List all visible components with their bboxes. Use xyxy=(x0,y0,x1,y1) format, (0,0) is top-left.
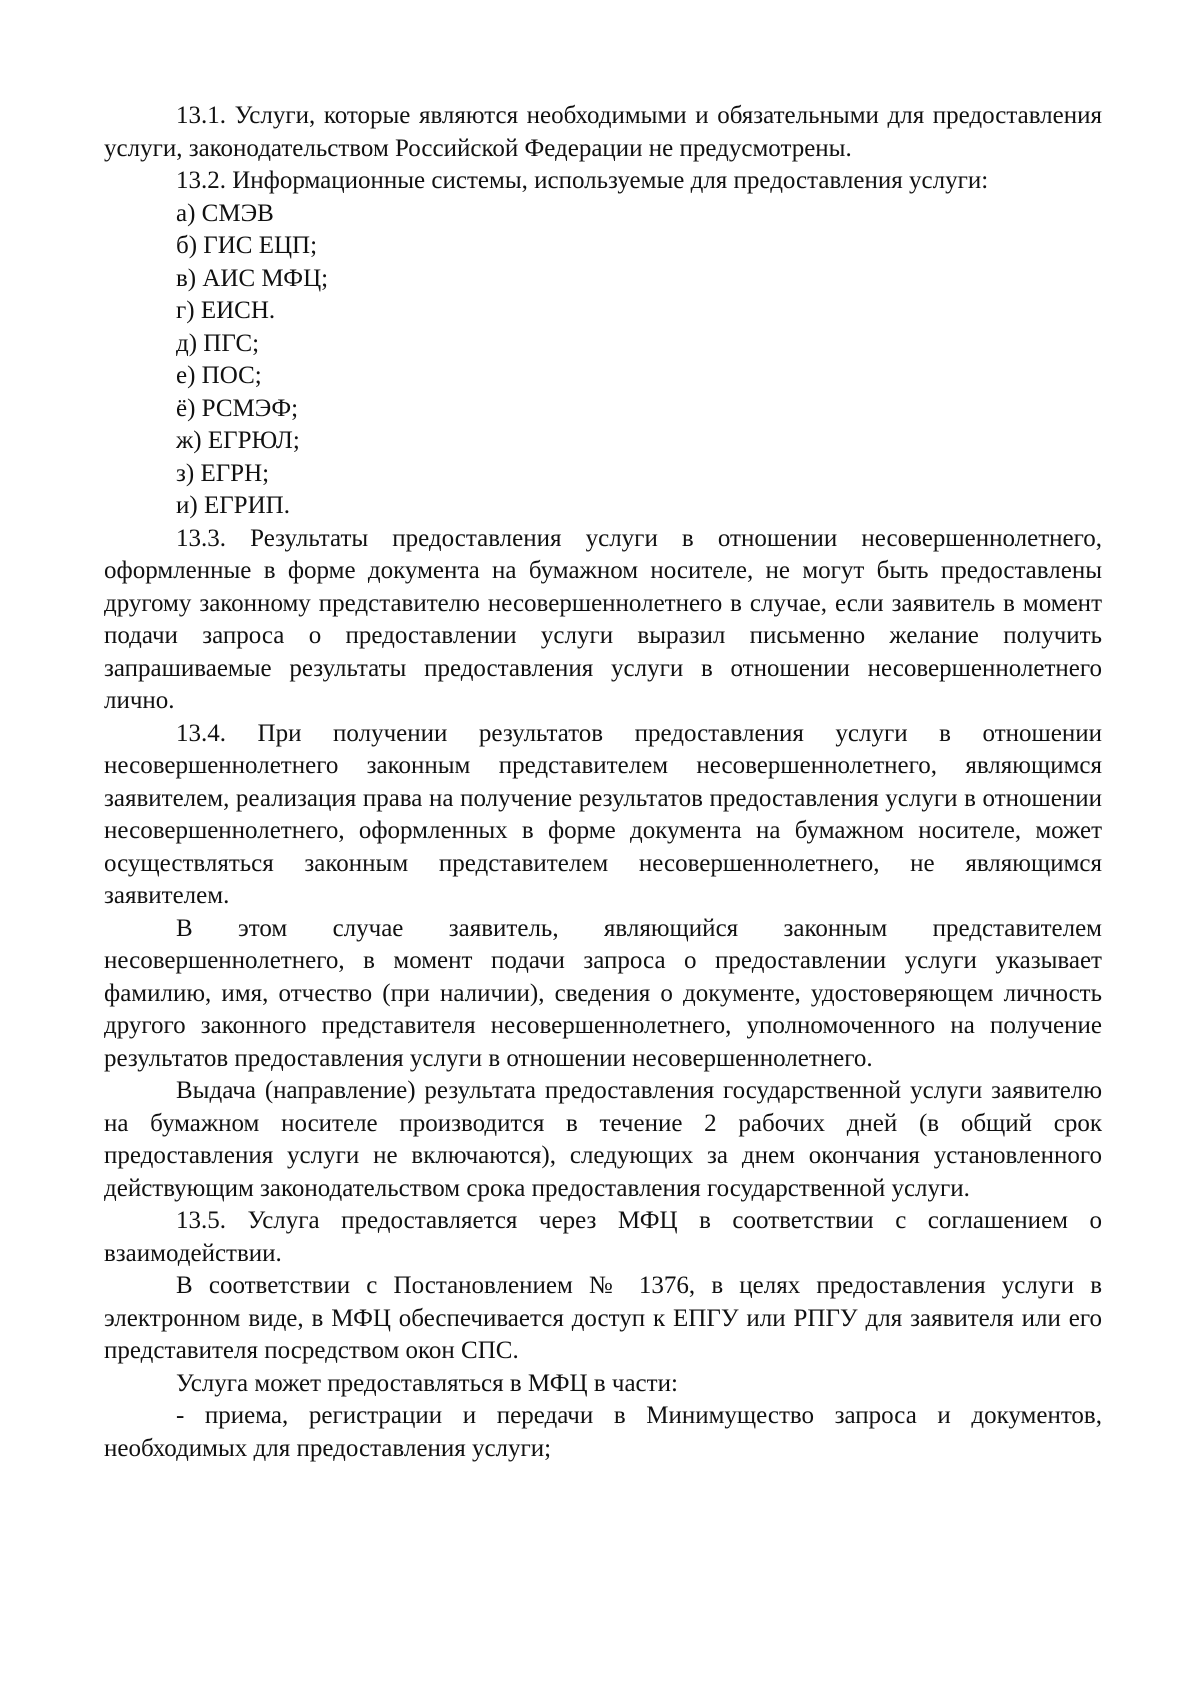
paragraph-13-3: 13.3. Результаты предоставления услуги в отношении несовершеннолетнего, оформленные в форме документа на бумажном носителе, не могут быть предоставлены другому законному представителю несовершеннолетнего в случае, если заявитель в момент подачи запроса о предоставлении услуги выразил письменно желание получить запрашиваемые результаты предоставления услуги в отношении несовершеннолетнего лично. xyxy=(104,524,1102,714)
paragraph-13-1: 13.1. Услуги, которые являются необходимыми и обязательными для предоставления услуги, законодательством Российской Федерации не предусмотрены. xyxy=(104,102,1102,162)
list-item: а) СМЭВ xyxy=(176,199,274,227)
list-item: и) ЕГРИП. xyxy=(176,492,290,519)
list-item: з) ЕГРН; xyxy=(176,459,270,487)
paragraph-13-5-electronic: В соответствии с Постановлением № 1376, в целях предоставления услуги в электронном виде, в МФЦ обеспечивается доступ к ЕПГУ или РПГУ для заявителя или его представителя посредством окон СПС. xyxy=(104,1272,1102,1364)
paragraph-13-4-representative: В этом случае заявитель, являющийся законным представителем несовершеннолетнего, в момент подачи запроса о предоставлении услуги указывает фамилию, имя, отчество (при наличии), сведения о документе, удостоверяющем личность другого законного представителя несовершеннолетнего, уполномоченного на получение результатов предоставления услуги в отношении несовершеннолетнего. xyxy=(104,914,1102,1072)
information-systems-list xyxy=(104,198,1102,523)
list-item: д) ПГС; xyxy=(176,329,260,357)
list-item: г) ЕИСН. xyxy=(176,297,276,324)
paragraph-13-4: 13.4. При получении результатов предоставления услуги в отношении несовершеннолетнего законным представителем несовершеннолетнего, являющимся заявителем, реализация права на получение результатов предоставления услуги в отношении несовершеннолетнего, оформленных в форме документа на бумажном носителе, может осуществляться законным представителем несовершеннолетнего, не являющимся заявителем. xyxy=(104,719,1102,909)
list-item: ж) ЕГРЮЛ; xyxy=(176,427,300,454)
list-item: в) АИС МФЦ; xyxy=(176,264,329,292)
list-item: ё) РСМЭФ; xyxy=(176,394,299,422)
paragraph-13-5-mfc-parts: Услуга может предоставляться в МФЦ в части: xyxy=(176,1369,678,1397)
paragraph-13-5-intake: - приема, регистрации и передачи в Минимущество запроса и документов, необходимых для предоставления услуги; xyxy=(104,1402,1102,1462)
list-item: б) ГИС ЕЦП; xyxy=(176,232,318,259)
paragraph-13-2: 13.2. Информационные системы, используемые для предоставления услуги: xyxy=(176,167,989,194)
paragraph-13-4-issuance: Выдача (направление) результата предоставления государственной услуги заявителю на бумажном носителе производится в течение 2 рабочих дней (в общий срок предоставления услуги не включаются), следующих за днем окончания установленного действующим законодательством срока предоставления государственной услуги. xyxy=(104,1077,1102,1202)
paragraph-13-5: 13.5. Услуга предоставляется через МФЦ в соответствии с соглашением о взаимодействии. xyxy=(104,1207,1102,1267)
list-item: е) ПОС; xyxy=(176,362,262,389)
